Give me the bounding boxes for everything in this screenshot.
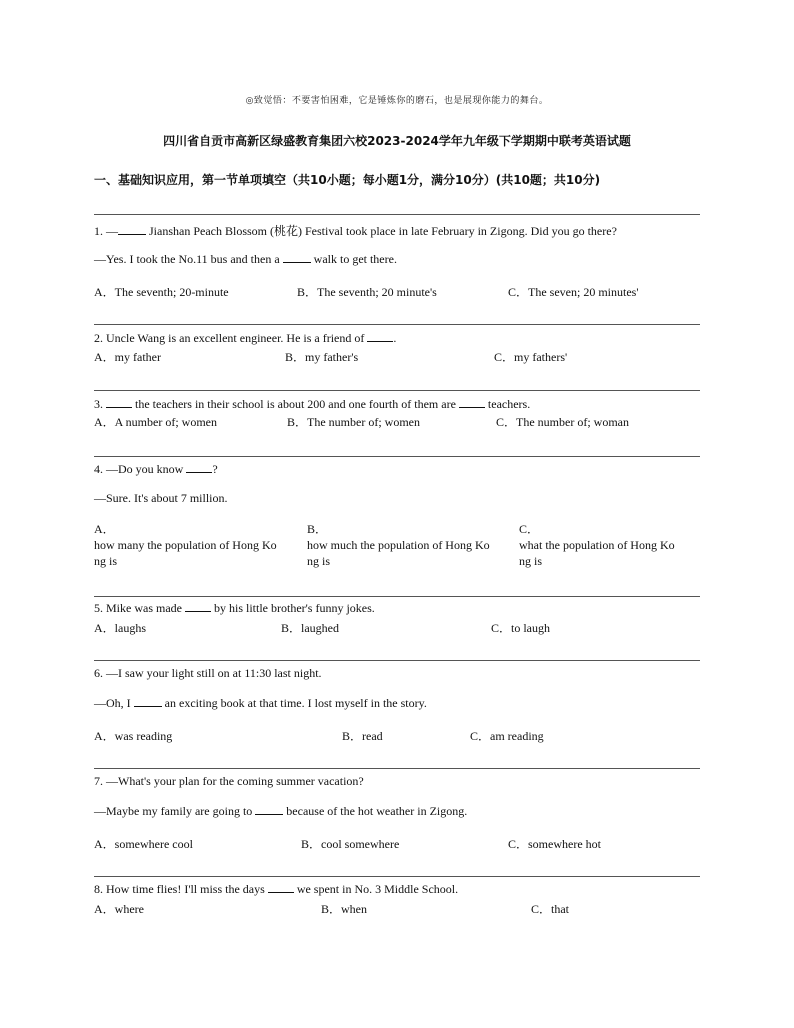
- blank[interactable]: [118, 224, 146, 235]
- divider: [94, 390, 700, 391]
- option-a[interactable]: A．was reading: [94, 729, 173, 743]
- option-a[interactable]: A．The seventh; 20-minute: [94, 285, 229, 299]
- motto: ◎致觉悟：不要害怕困难，它是锤炼你的磨石，也是展现你能力的舞台。: [245, 95, 549, 105]
- option-b[interactable]: B．The number of; women: [287, 415, 420, 429]
- divider: [94, 456, 700, 457]
- divider: [94, 596, 700, 597]
- option-a[interactable]: A．A number of; women: [94, 415, 217, 429]
- question-2-line-1: 2. Uncle Wang is an excellent engineer. He is a friend of .: [94, 331, 397, 345]
- option-a[interactable]: A．somewhere cool: [94, 837, 193, 851]
- option-a[interactable]: A．my father: [94, 350, 161, 364]
- blank[interactable]: [255, 804, 283, 815]
- blank[interactable]: [134, 696, 162, 707]
- option-c[interactable]: C．to laugh: [491, 621, 550, 635]
- option-c[interactable]: C．The number of; woman: [496, 415, 629, 429]
- blank[interactable]: [459, 397, 485, 408]
- question-8-line-1: 8. How time flies! I'll miss the days we spent in No. 3 Middle School.: [94, 882, 459, 896]
- option-c[interactable]: C．that: [531, 902, 569, 916]
- divider: [94, 768, 700, 769]
- option-c[interactable]: C．am reading: [470, 729, 544, 743]
- option-b[interactable]: B．The seventh; 20 minute's: [297, 285, 437, 299]
- page-title: 四川省自贡市高新区绿盛教育集团六校2023-2024学年九年级下学期期中联考英语试题: [163, 134, 631, 148]
- question-1-line-2: —Yes. I took the No.11 bus and then a walk to get there.: [94, 252, 397, 266]
- option-b[interactable]: B．my father's: [285, 350, 359, 364]
- option-b[interactable]: B．when: [321, 902, 367, 916]
- question-1-line-1: 1. — Jianshan Peach Blossom (桃花) Festival took place in late February in Zigong. Did you go there?: [94, 224, 617, 238]
- divider: [94, 214, 700, 215]
- question-7-line-1: 7. —What's your plan for the coming summer vacation?: [94, 774, 364, 788]
- question-6-line-1: 6. —I saw your light still on at 11:30 last night.: [94, 666, 322, 680]
- blank[interactable]: [186, 462, 212, 473]
- section-heading: 一、基础知识应用，第一节单项填空（共10小题；每小题1分，满分10分）(共10题；共10分): [94, 173, 601, 187]
- option-b[interactable]: B．read: [342, 729, 383, 743]
- blank[interactable]: [106, 397, 132, 408]
- option-b[interactable]: B．laughed: [281, 621, 339, 635]
- option-a[interactable]: A． how many the population of Hong Ko ng is: [94, 522, 277, 568]
- option-b[interactable]: B． how much the population of Hong Ko ng is: [307, 522, 490, 568]
- blank[interactable]: [283, 252, 311, 263]
- question-4-line-2: —Sure. It's about 7 million.: [94, 491, 228, 505]
- question-6-line-2: —Oh, I an exciting book at that time. I lost myself in the story.: [94, 696, 427, 710]
- option-a[interactable]: A．laughs: [94, 621, 146, 635]
- divider: [94, 324, 700, 325]
- option-c[interactable]: C．my fathers': [494, 350, 568, 364]
- option-c[interactable]: C．somewhere hot: [508, 837, 601, 851]
- option-c[interactable]: C． what the population of Hong Ko ng is: [519, 522, 675, 568]
- option-c[interactable]: C．The seven; 20 minutes': [508, 285, 639, 299]
- question-4-line-1: 4. —Do you know ?: [94, 462, 218, 476]
- question-5-line-1: 5. Mike was made by his little brother's funny jokes.: [94, 601, 375, 615]
- option-b[interactable]: B．cool somewhere: [301, 837, 400, 851]
- blank[interactable]: [268, 882, 294, 893]
- question-3-line-1: 3. the teachers in their school is about 200 and one fourth of them are teachers.: [94, 397, 531, 411]
- blank[interactable]: [185, 601, 211, 612]
- divider: [94, 876, 700, 877]
- divider: [94, 660, 700, 661]
- question-7-line-2: —Maybe my family are going to because of the hot weather in Zigong.: [94, 804, 468, 818]
- blank[interactable]: [367, 331, 393, 342]
- option-a[interactable]: A．where: [94, 902, 144, 916]
